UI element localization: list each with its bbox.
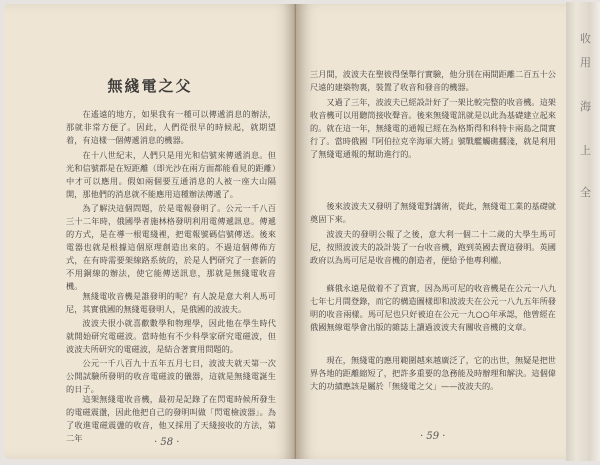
paragraph: 在遙遠的地方，如果我有一種可以傳遞消息的辦法，那就非常方便了。因此，人們從很早的時候起，就期望着，有這樣一個傳遞消息的機器。: [66, 109, 276, 145]
next-page-glyph: 海: [580, 100, 591, 113]
paragraph: 波波夫的發明公報了之後，意大利一個二十二歲的大學生馬可尼，按照波波夫的設計裝了一台收音機，跑到英國去賣這發明。英國政府以為馬可尼是收音機的創造者，便給予他專利權。: [310, 229, 556, 265]
paragraph: 在十八世紀末，人們只是用光和信號來傳遞消息。但光和信號都是在短距離（即光沙在兩方面都能看見的距離）中才可以應用。假如兩個要互通消息的人被一座大山隔開，那他們的消息就不能應用這種辦法傳遞了。: [66, 150, 276, 199]
next-page-edge: [566, 2, 600, 461]
paragraph: 三月間，波波夫在聖彼得堡舉行實驗，他分別在兩間距離二百五十公尺遠的建築物裏，裝置了收音和發音的機器。: [310, 69, 556, 92]
next-page-glyph: 全: [580, 186, 591, 199]
left-page: [4, 4, 296, 459]
next-page-glyph: 上: [580, 144, 591, 157]
page-title: 無綫電之父: [107, 77, 193, 95]
paragraph: 為了解決這個問題，於是電報發明了。公元一千八百三十二年時，俄國學者施林格發明利用電傳遞訊息。傳遞的方式，是在導一根電綫裡，把電報號碼信號傳送。後來電器也就是根據這個原理創造出來的。不過這個傳佈方式，在有時需要架線路系統的，於是人們研究了一套新的不用銅線的辦法，使它能傳送訊息，那就是無綫電收音機。: [66, 203, 276, 291]
page-number: · 59 ·: [420, 431, 446, 442]
next-page-glyph: 用: [580, 56, 591, 69]
right-page: [296, 4, 568, 459]
page-number: · 58 ·: [154, 437, 180, 448]
paragraph: 波波夫很小就喜歡數學和物理學，因此他在學生時代就開始研究電磁波。當時他有不少科學家研究電磁波，但波波夫所研究的電磁波，是結合著實用問題的。: [66, 318, 276, 354]
paragraph: 現在，無綫電的應用範圍越來越廣泛了，它的出世，無疑是把世界各地的距離縮短了，把許多重要的急務能及時辦理和解決。這個偉大的功績應該是屬於「無綫電之父」——波波夫的。: [310, 355, 556, 391]
paragraph: 後來波波夫又發明了無綫電對講術，從此，無綫電工業的基礎就奠固下來。: [310, 201, 556, 224]
paragraph: 無綫電收音機是誰發明的呢？有人說是意大利人馬可尼，其實俄國的無綫電發明人，是俄國的波波夫。: [66, 291, 276, 314]
next-page-glyph: 收: [580, 32, 591, 45]
paragraph: 蘇俄永遠是做着不了貢實，因為馬可尼的收音機是在公元一八九七年七月間登錄，而它的構造圖樣即和波波夫在公元一八九五年所發明的收音兩樣。馬可尼也只好被迫在公元一九○○年承認，他曾經在俄國無線電學會出版的雜誌上讀過波波夫有關收音機的文章。: [310, 283, 556, 332]
paragraph: 又過了三年，波波夫已經設計好了一架比較完整的收音機。這架收音機可以用聽筒接收聲音。後來無綫電訊就是以此為基礎建立起來的。就在這一年，無綫電的通報已經在為格斯得和科特卡兩島之間實行了。當時俄國『阿伯拉克辛海軍大將』號戰艦觸礁擱淺，就是利用了無綫電通報的幫助進行的。: [310, 97, 556, 159]
paragraph: 這架無綫電收音機，最初是記錄了在閃電時候所發生的電磁震盪，因此他把自己的發明叫做「閃電檢波器」。為了收進電磁震盪的收音，他又採用了天綫接收的方法，第二年: [66, 394, 276, 443]
paragraph: 公元一千八百九十五年五月七日，波波夫就天第一次公開試驗所發明的收音電磁波的儀器，這就是無綫電誕生的日子。: [66, 358, 276, 394]
